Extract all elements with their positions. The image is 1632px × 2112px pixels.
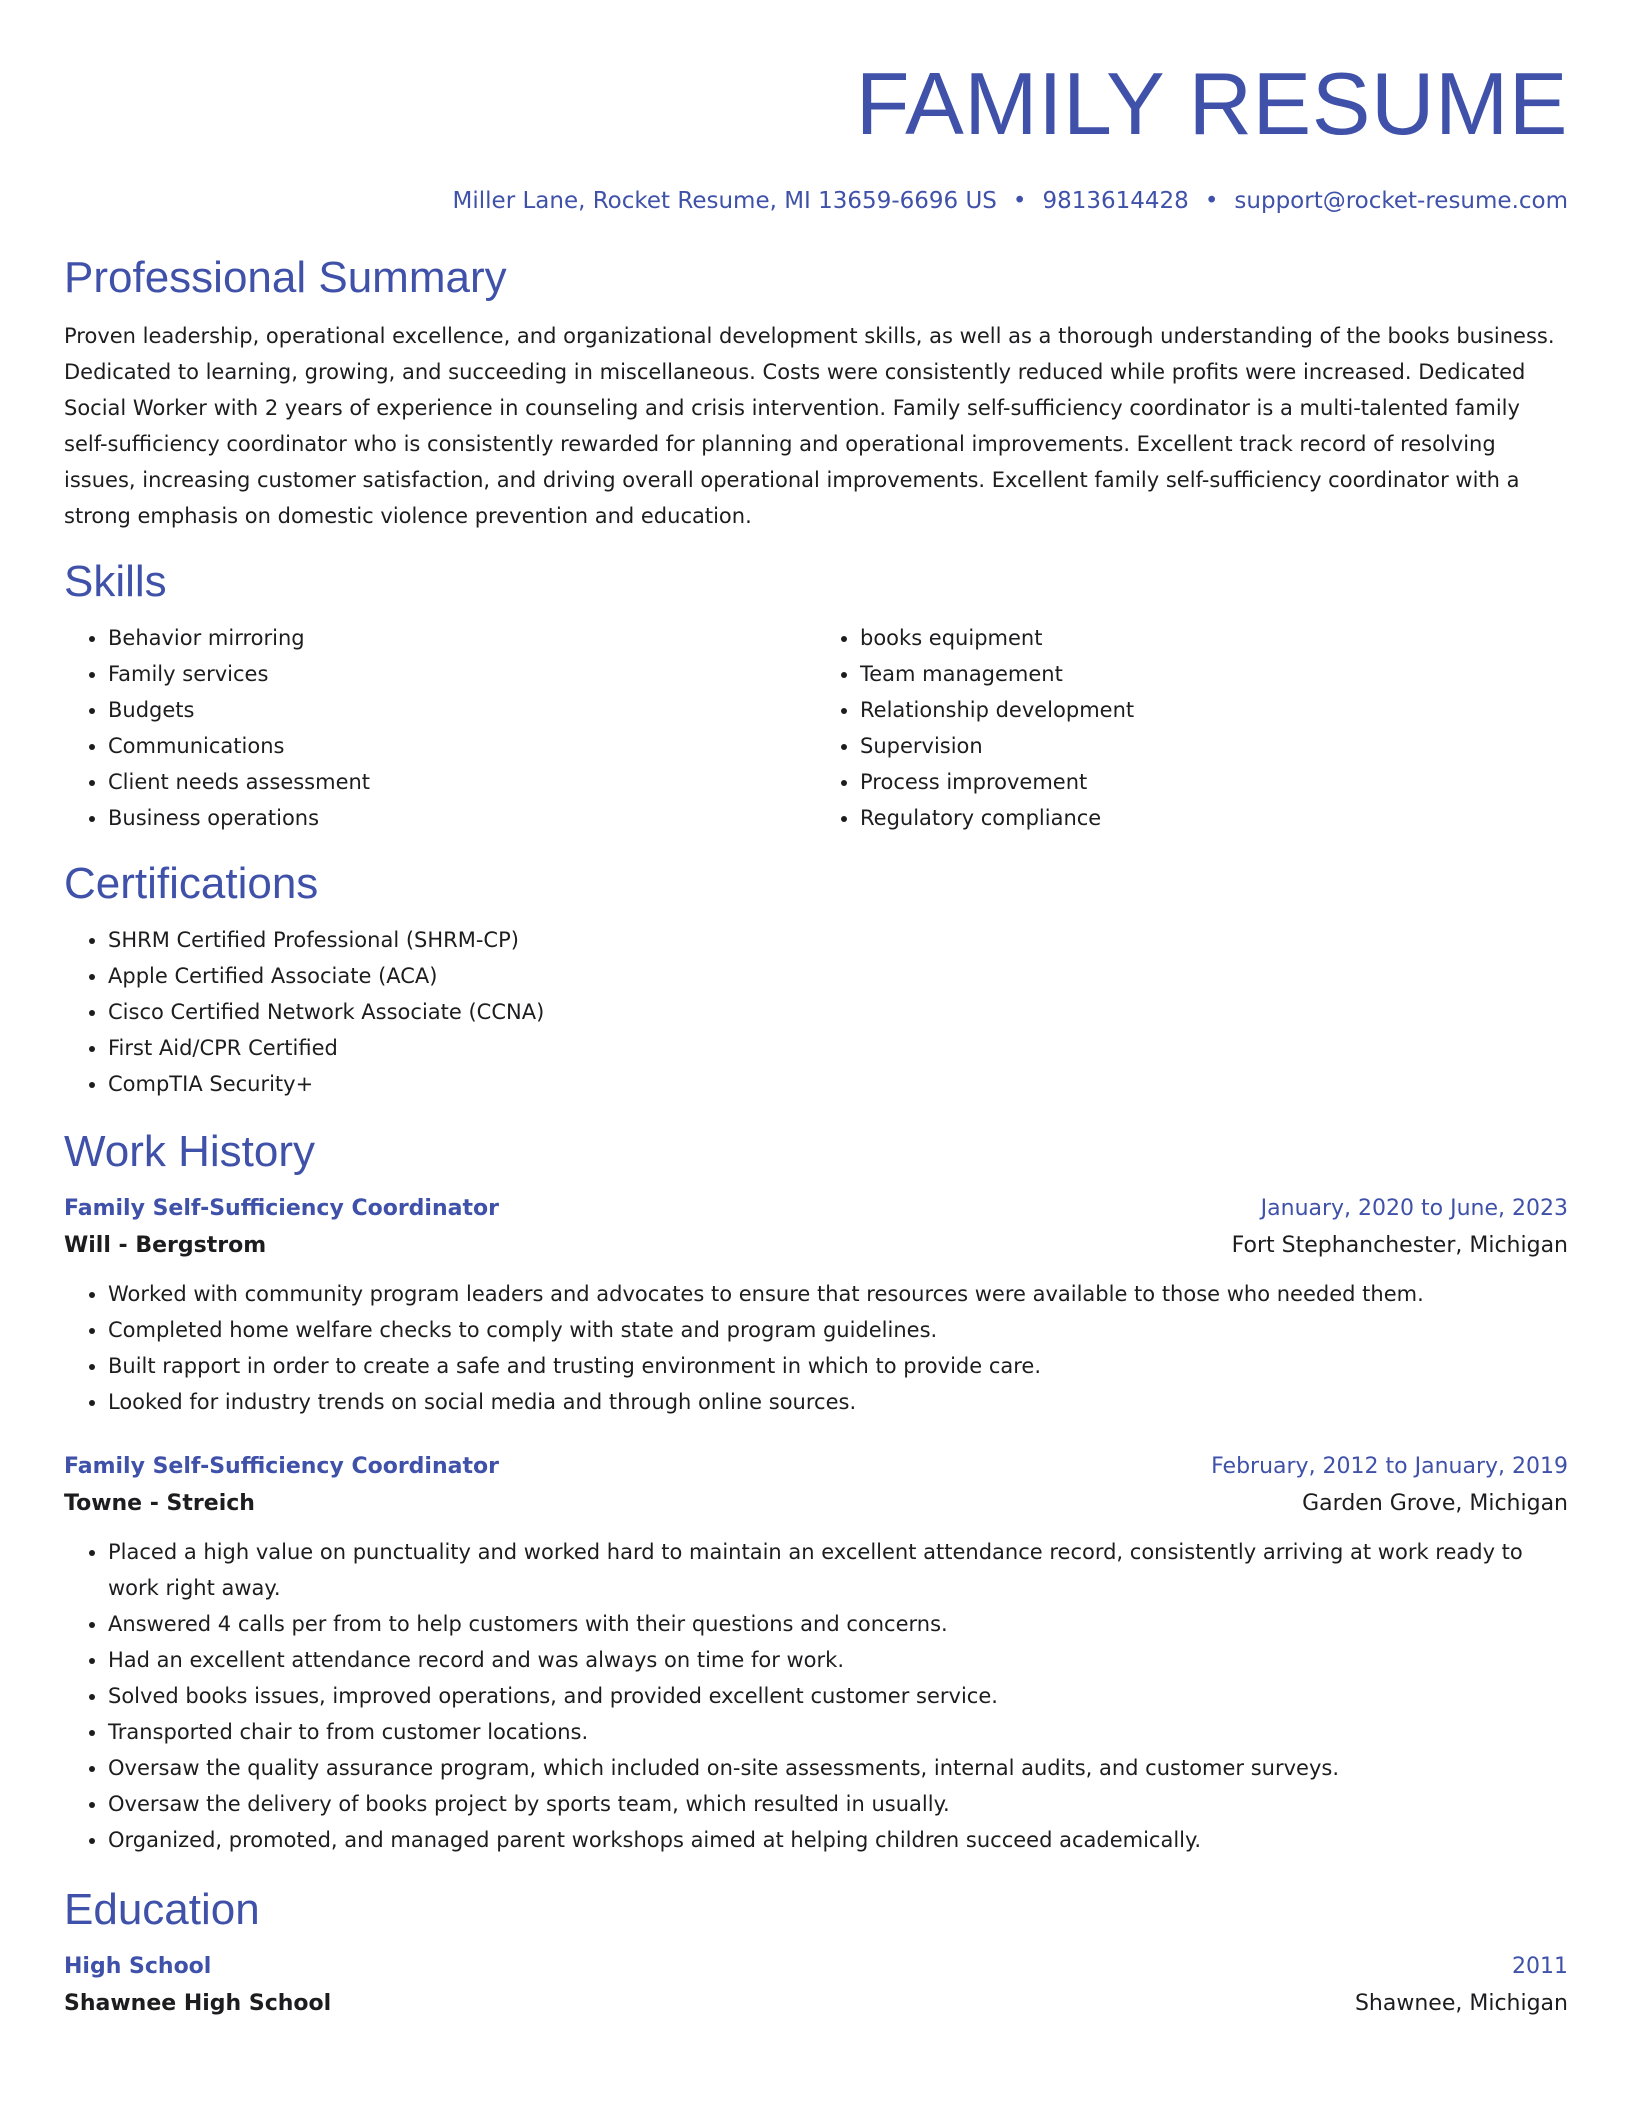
skills-heading: Skills: [64, 557, 167, 606]
job-title-row: [64, 1192, 1568, 1226]
job-title-row: [64, 1450, 1568, 1484]
certification-item: • Cisco Certified Network Associate (CCNA): [108, 994, 1568, 1030]
job-duty: • Organized, promoted, and managed parent workshops aimed at helping children succeed academically.: [108, 1822, 1568, 1858]
skill-item: • Budgets: [108, 692, 816, 728]
job-title: Family Self-Sufficiency Coordinator: [64, 1454, 499, 1479]
contact-phone: 9813614428: [1042, 188, 1189, 214]
job-location: Garden Grove, Michigan: [1302, 1491, 1568, 1516]
job-dates: February, 2012 to January, 2019: [1211, 1454, 1568, 1479]
skill-item: • Regulatory compliance: [860, 800, 1568, 836]
job-duty: • Looked for industry trends on social media and through online sources.: [108, 1384, 1568, 1420]
contact-separator: •: [1012, 188, 1027, 214]
job-entry: [64, 1450, 1568, 1858]
certification-item: • First Aid/CPR Certified: [108, 1030, 1568, 1066]
skills-list-left: [64, 620, 816, 836]
job-company: Towne - Streich: [64, 1491, 255, 1516]
skill-item: • Team management: [860, 656, 1568, 692]
certification-item: • SHRM Certified Professional (SHRM-CP): [108, 922, 1568, 958]
education-location: Shawnee, Michigan: [1354, 1991, 1568, 2016]
job-duties-list: [64, 1276, 1568, 1420]
education-school-row: [64, 1984, 1568, 2024]
skill-item: • Family services: [108, 656, 816, 692]
job-entry: [64, 1192, 1568, 1420]
skills-columns: [64, 620, 1568, 836]
education-year: 2011: [1512, 1954, 1568, 1979]
job-duty: • Solved books issues, improved operations, and provided excellent customer service.: [108, 1678, 1568, 1714]
certifications-section: [64, 858, 1568, 1102]
education-degree-row: [64, 1950, 1568, 1984]
skill-item: • Communications: [108, 728, 816, 764]
contact-separator: •: [1204, 188, 1219, 214]
summary-heading: Professional Summary: [64, 253, 507, 302]
skill-item: • Client needs assessment: [108, 764, 816, 800]
job-duty: • Answered 4 calls per from to help customers with their questions and concerns.: [108, 1606, 1568, 1642]
skills-section: [64, 556, 1568, 836]
job-duties-list: [64, 1534, 1568, 1858]
job-title: Family Self-Sufficiency Coordinator: [64, 1196, 499, 1221]
job-duty: • Worked with community program leaders and advocates to ensure that resources were available to those who needed them.: [108, 1276, 1568, 1312]
certification-item: • Apple Certified Associate (ACA): [108, 958, 1568, 994]
job-duty: • Built rapport in order to create a safe and trusting environment in which to provide care.: [108, 1348, 1568, 1384]
education-heading: Education: [64, 1885, 260, 1934]
skill-item: • Supervision: [860, 728, 1568, 764]
certifications-heading: Certifications: [64, 859, 319, 908]
job-duty: • Oversaw the quality assurance program, which included on-site assessments, internal audits, and customer surveys.: [108, 1750, 1568, 1786]
resume-header: [64, 56, 1568, 216]
skill-item: • Relationship development: [860, 692, 1568, 728]
contact-line: [64, 186, 1568, 216]
job-company: Will - Bergstrom: [64, 1233, 267, 1258]
job-duty: • Transported chair to from customer locations.: [108, 1714, 1568, 1750]
job-duty: • Placed a high value on punctuality and worked hard to maintain an excellent attendance record, consistently arriving at work ready to work right away.: [108, 1534, 1568, 1606]
job-location: Fort Stephanchester, Michigan: [1231, 1233, 1568, 1258]
education-degree: High School: [64, 1954, 212, 1979]
job-duty: • Completed home welfare checks to comply with state and program guidelines.: [108, 1312, 1568, 1348]
job-company-row: [64, 1484, 1568, 1524]
summary-section: [64, 252, 1568, 534]
summary-text: Proven leadership, operational excellence, and organizational development skills, as well as a thorough understanding of the books business. Dedicated to learning, growing, and succeeding in miscellaneous. Costs were consistently reduced while profits were increased. Dedicated Social Worker with 2 years of experience in counseling and crisis intervention. Family self-sufficiency coordinator is a multi-talented family self-sufficiency coordinator who is consistently rewarded for planning and operational improvements. Excellent track record of resolving issues, increasing customer satisfaction, and driving overall operational improvements. Excellent family self-sufficiency coordinator with a strong emphasis on domestic violence prevention and education.: [64, 324, 1555, 528]
contact-email: support@rocket-resume.com: [1234, 188, 1568, 214]
skill-item: • Process improvement: [860, 764, 1568, 800]
education-school: Shawnee High School: [64, 1991, 332, 2016]
job-duty: • Had an excellent attendance record and was always on time for work.: [108, 1642, 1568, 1678]
job-duty: • Oversaw the delivery of books project by sports team, which resulted in usually.: [108, 1786, 1568, 1822]
certifications-list: [64, 922, 1568, 1102]
job-dates: January, 2020 to June, 2023: [1260, 1196, 1568, 1221]
education-entry: [64, 1950, 1568, 2024]
skill-item: • Business operations: [108, 800, 816, 836]
skill-item: • books equipment: [860, 620, 1568, 656]
contact-address: Miller Lane, Rocket Resume, MI 13659-6696 US: [452, 188, 997, 214]
skills-list-right: [816, 620, 1568, 836]
job-company-row: [64, 1226, 1568, 1266]
work-history-heading: Work History: [64, 1127, 315, 1176]
education-section: [64, 1884, 1568, 2024]
certification-item: • CompTIA Security+: [108, 1066, 1568, 1102]
resume-name: FAMILY RESUME: [855, 54, 1568, 153]
work-history-section: [64, 1126, 1568, 1858]
skill-item: • Behavior mirroring: [108, 620, 816, 656]
